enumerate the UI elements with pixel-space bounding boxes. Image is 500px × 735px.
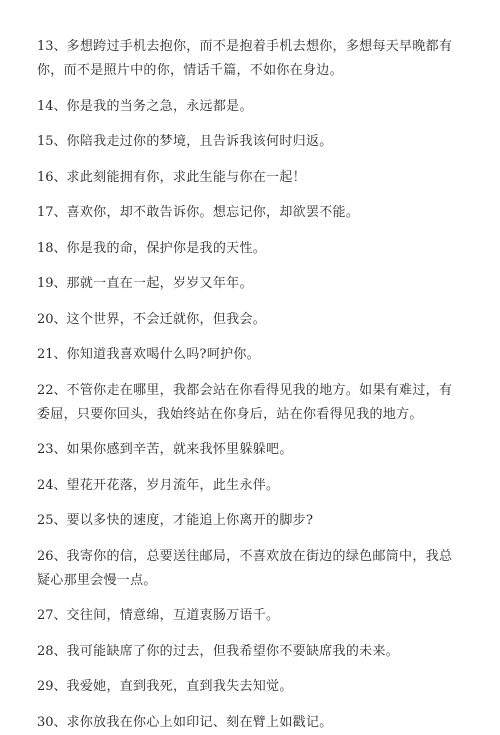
quote-item-20 xyxy=(37,308,464,332)
item-text: 你是我的当务之急，永远都是。 xyxy=(66,98,253,114)
quote-item-17 xyxy=(37,201,464,225)
quote-item-27 xyxy=(37,604,464,628)
item-number: 30、 xyxy=(37,714,67,730)
item-text: 求你放我在你心上如印记、刻在臂上如戳记。 xyxy=(66,714,333,730)
item-number: 24、 xyxy=(37,477,67,493)
quote-item-26 xyxy=(37,545,464,593)
item-number: 14、 xyxy=(37,98,67,114)
item-text: 你是我的命，保护你是我的天性。 xyxy=(66,240,267,256)
quote-item-13 xyxy=(37,35,464,83)
item-number: 16、 xyxy=(37,169,67,185)
quote-item-21 xyxy=(37,343,464,367)
quote-item-14 xyxy=(37,95,464,119)
quote-item-16 xyxy=(37,166,464,190)
item-number: 23、 xyxy=(37,442,67,457)
item-number: 27、 xyxy=(37,608,67,623)
item-text: 交往间，情意绵，互道衷肠万语千。 xyxy=(66,608,280,623)
quote-item-19 xyxy=(37,272,464,296)
quote-item-28 xyxy=(37,640,464,664)
item-number: 26、 xyxy=(37,548,67,564)
item-text: 这个世界，不会迁就你，但我会。 xyxy=(66,311,267,327)
item-number: 25、 xyxy=(37,513,67,528)
item-number: 21、 xyxy=(37,347,67,362)
item-number: 20、 xyxy=(37,311,67,327)
item-text: 不管你走在哪里，我都会站在你看得见我的地方。如果有难过，有委屈，只要你回头，我始终站在你身后，站在你看得见我的地方。 xyxy=(37,382,453,422)
item-number: 28、 xyxy=(37,643,67,659)
item-text: 你陪我走过你的梦境，且告诉我该何时归返。 xyxy=(66,134,333,149)
quote-item-30 xyxy=(37,711,464,735)
quote-item-29 xyxy=(37,675,464,699)
item-text: 要以多快的速度，才能追上你离开的脚步? xyxy=(66,513,314,528)
item-text: 我可能缺席了你的过去，但我希望你不要缺席我的未来。 xyxy=(66,643,400,659)
item-number: 29、 xyxy=(37,679,67,694)
item-text: 我寄你的信，总要送往邮局，不喜欢放在街边的绿色邮筒中，我总疑心那里会慢一点。 xyxy=(37,548,453,588)
item-text: 如果你感到辛苦，就来我怀里躲躲吧。 xyxy=(66,442,293,457)
item-text: 那就一直在一起，岁岁又年年。 xyxy=(66,276,253,291)
quote-item-22 xyxy=(37,379,464,427)
item-number: 22、 xyxy=(37,382,67,398)
item-text: 你知道我喜欢喝什么吗?呵护你。 xyxy=(66,347,261,362)
item-number: 13、 xyxy=(37,39,67,54)
quote-item-15 xyxy=(37,130,464,154)
item-number: 15、 xyxy=(37,134,67,149)
item-number: 17、 xyxy=(37,205,67,220)
quote-item-23 xyxy=(37,438,464,462)
item-text: 求此刻能拥有你，求此生能与你在一起！ xyxy=(66,169,306,185)
item-text: 望花开花落，岁月流年，此生永伴。 xyxy=(66,477,280,493)
item-text: 我爱她，直到我死，直到我失去知觉。 xyxy=(66,679,293,694)
item-text: 多想跨过手机去抱你，而不是抱着手机去想你，多想每天早晚都有你，而不是照片中的你，情话千篇，不如你在身边。 xyxy=(37,39,453,78)
quote-item-25 xyxy=(37,509,464,533)
item-number: 19、 xyxy=(37,276,67,291)
quote-item-18 xyxy=(37,237,464,261)
item-number: 18、 xyxy=(37,240,67,256)
quote-item-24 xyxy=(37,474,464,498)
item-text: 喜欢你，却不敢告诉你。想忘记你，却欲罢不能。 xyxy=(66,205,360,220)
